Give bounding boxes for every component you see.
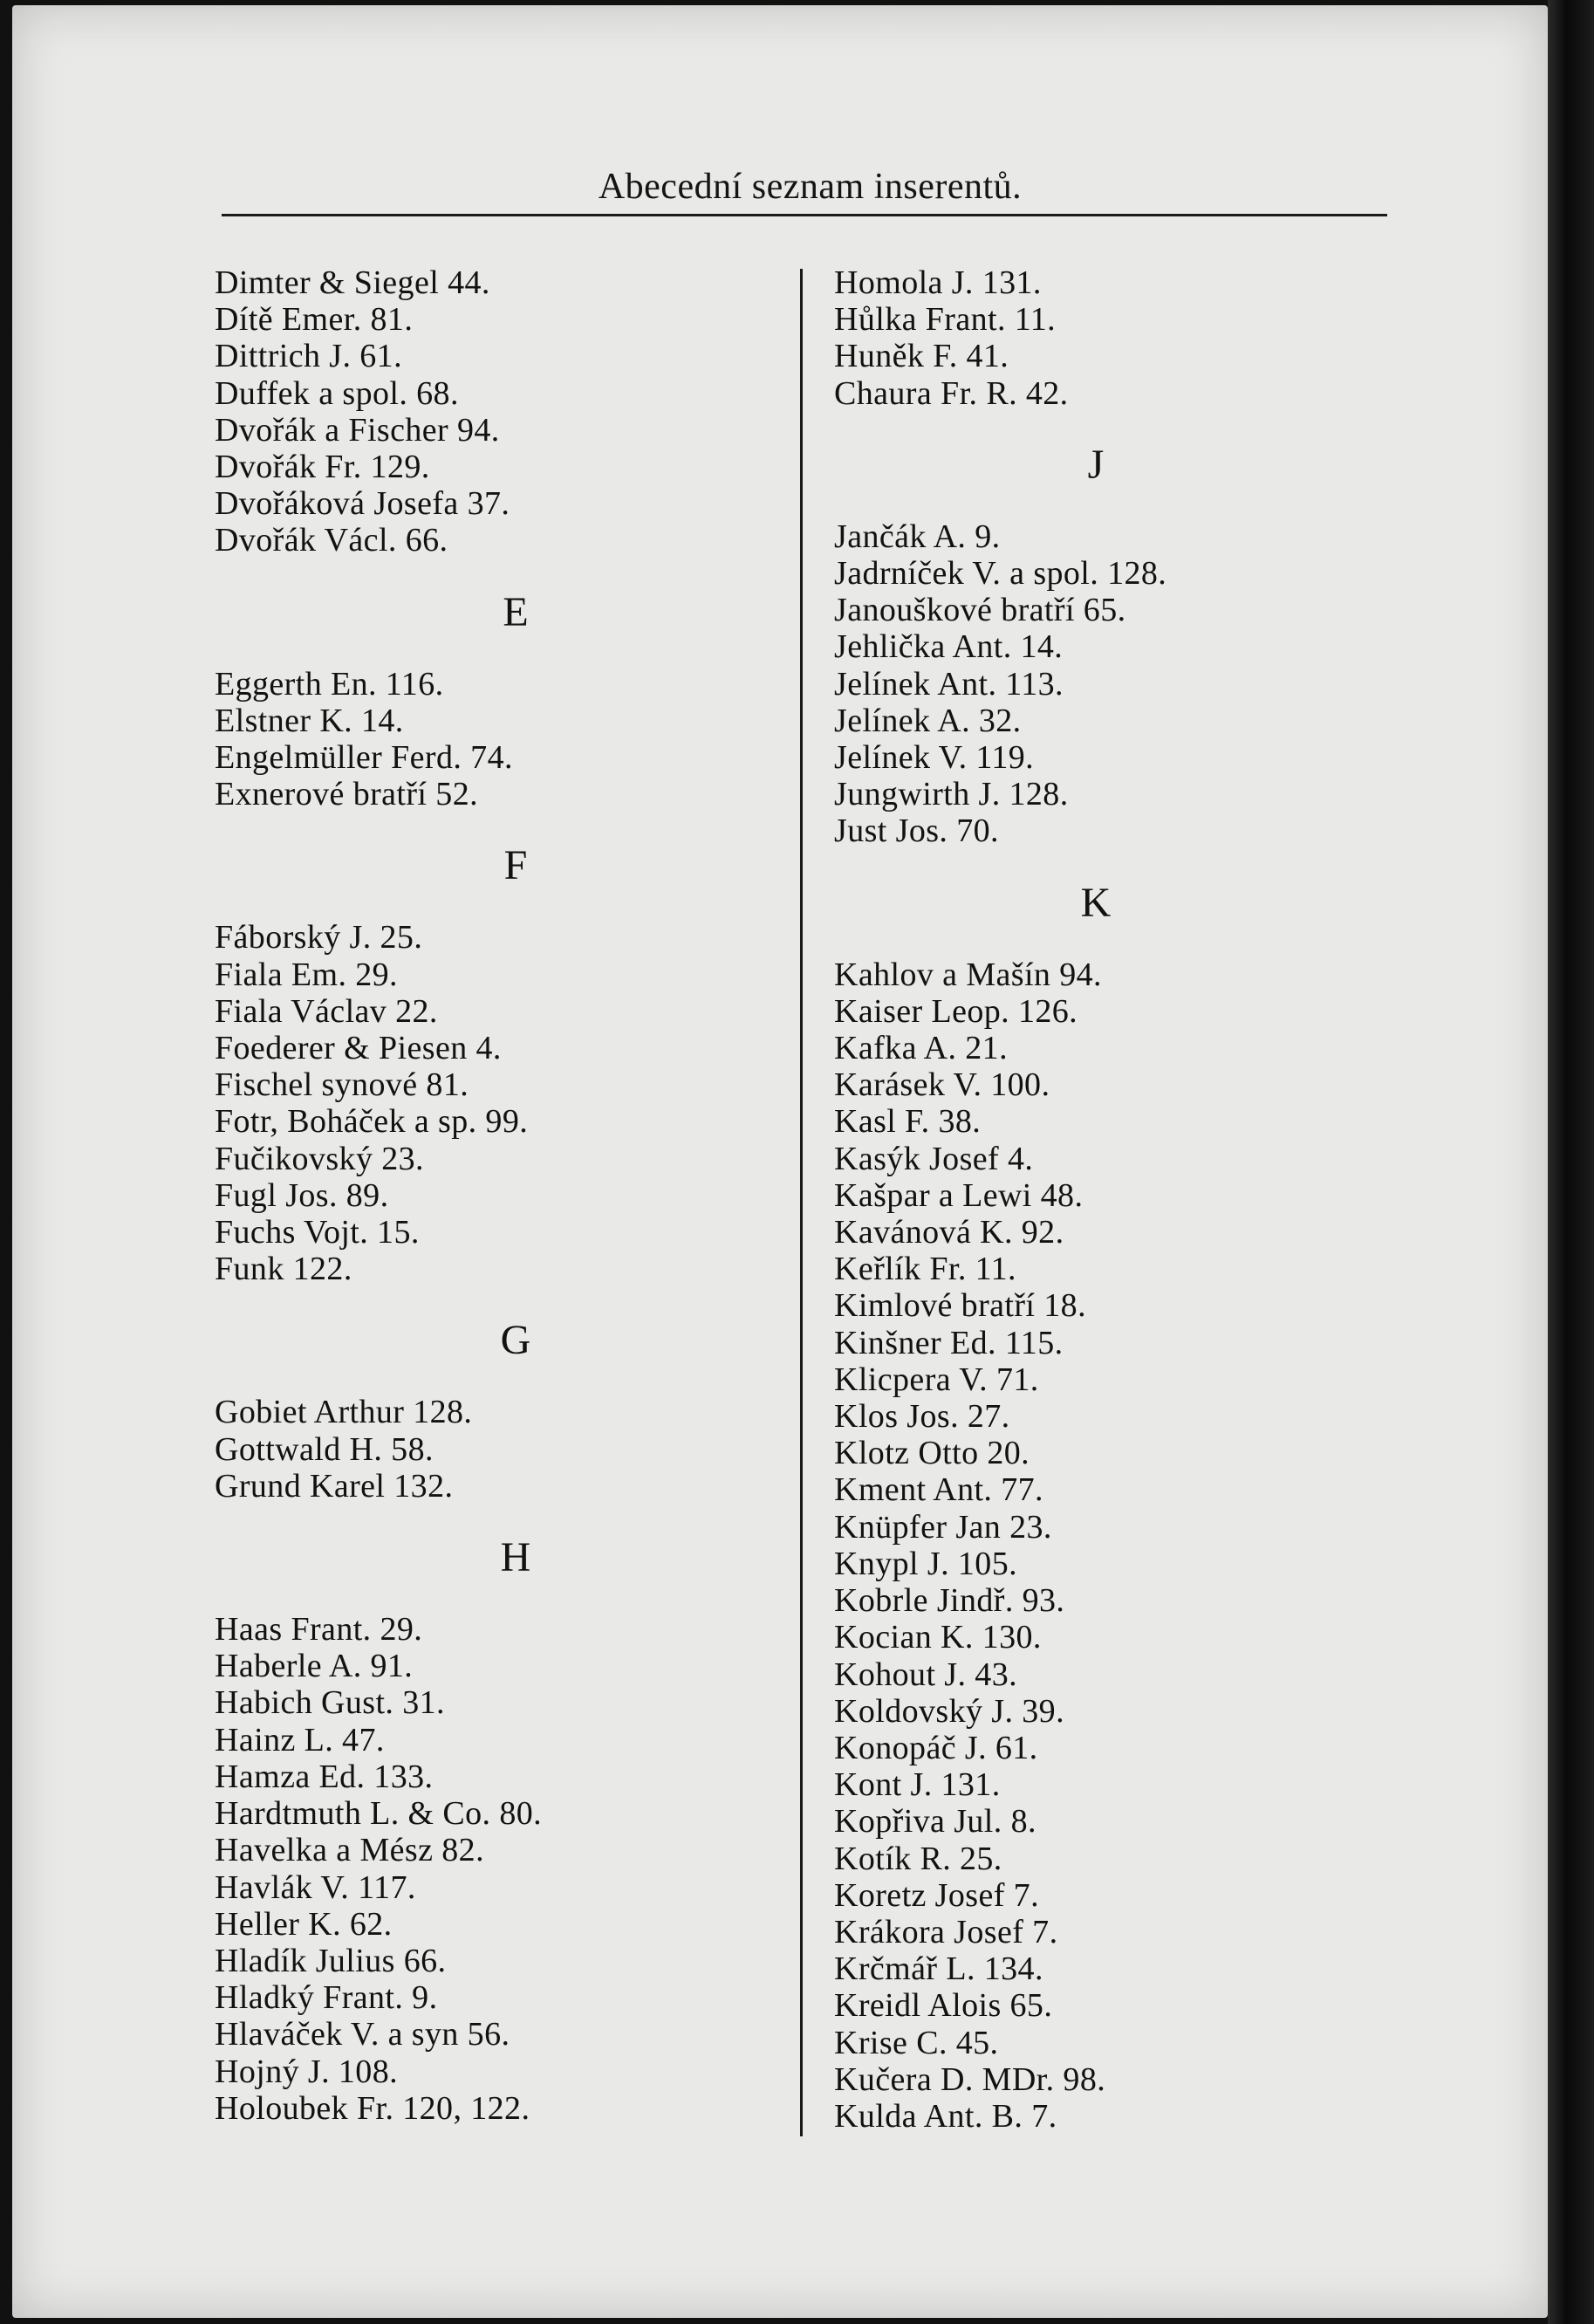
index-entry: Kreidl Alois 65. — [834, 1987, 1053, 2025]
index-entry: Krákora Josef 7. — [834, 1913, 1058, 1950]
index-entry: Just Jos. 70. — [834, 812, 999, 850]
index-entry: Klicpera V. 71. — [834, 1361, 1039, 1398]
column-divider — [800, 269, 803, 2136]
index-entry: Jadrníček V. a spol. 128. — [834, 555, 1167, 593]
index-entry: Dittrich J. 61. — [215, 338, 402, 375]
index-entry: Hladík Julius 66. — [215, 1942, 447, 1979]
index-entry: Huněk F. 41. — [834, 338, 1009, 375]
index-entry: Konopáč J. 61. — [834, 1729, 1038, 1766]
index-entry: Fuchs Vojt. 15. — [215, 1214, 420, 1251]
section-letter: F — [503, 842, 528, 889]
index-entry: Keřlík Fr. 11. — [834, 1251, 1016, 1288]
index-entry: Kulda Ant. B. 7. — [834, 2097, 1057, 2135]
index-entry: Kasl F. 38. — [834, 1103, 982, 1141]
index-entry: Engelmüller Ferd. 74. — [215, 739, 513, 777]
index-entry: Havelka a Mész 82. — [215, 1832, 484, 1869]
index-entry: Chaura Fr. R. 42. — [834, 374, 1069, 412]
index-entry: Knüpfer Jan 23. — [834, 1508, 1052, 1546]
index-entry: Fáborský J. 25. — [215, 919, 423, 956]
index-entry: Jančák A. 9. — [834, 518, 1001, 555]
index-entry: Kocian K. 130. — [834, 1619, 1042, 1656]
index-entry: Krise C. 45. — [834, 2024, 999, 2061]
index-entry: Janouškové bratří 65. — [834, 592, 1126, 629]
index-entry: Dimter & Siegel 44. — [215, 264, 490, 301]
index-entry: Funk 122. — [215, 1251, 352, 1288]
index-entry: Kaiser Leop. 126. — [834, 992, 1078, 1030]
index-entry: Heller K. 62. — [215, 1905, 393, 1943]
index-entry: Hainz L. 47. — [215, 1721, 385, 1758]
index-entry: Kohout J. 43. — [834, 1656, 1017, 1693]
header-rule — [222, 214, 1387, 216]
index-entry: Kavánová K. 92. — [834, 1214, 1064, 1251]
index-entry: Krčmář L. 134. — [834, 1950, 1043, 1988]
index-entry: Haas Frant. 29. — [215, 1611, 423, 1649]
index-entry: Fučikovský 23. — [215, 1140, 424, 1177]
section-letter: G — [500, 1317, 531, 1364]
index-entry: Kafka A. 21. — [834, 1030, 1008, 1067]
index-entry: Eggerth En. 116. — [215, 665, 444, 703]
index-entry: Kašpar a Lewi 48. — [834, 1176, 1084, 1214]
index-entry: Kopřiva Jul. 8. — [834, 1803, 1036, 1841]
index-entry: Karásek V. 100. — [834, 1066, 1050, 1104]
index-entry: Dvořák Václ. 66. — [215, 522, 448, 559]
index-entry: Hlaváček V. a syn 56. — [215, 2016, 510, 2053]
section-letter: H — [500, 1534, 531, 1581]
index-entry: Jelínek V. 119. — [834, 739, 1035, 777]
index-entry: Kučera D. MDr. 98. — [834, 2060, 1106, 2098]
index-entry: Fotr, Boháček a sp. 99. — [215, 1103, 529, 1141]
index-entry: Gottwald H. 58. — [215, 1430, 434, 1468]
index-entry: Hardtmuth L. & Co. 80. — [215, 1795, 543, 1833]
index-entry: Kahlov a Mašín 94. — [834, 956, 1102, 993]
index-entry: Fugl Jos. 89. — [215, 1176, 389, 1214]
index-entry: Holoubek Fr. 120, 122. — [215, 2089, 530, 2127]
index-entry: Hladký Frant. 9. — [215, 1979, 438, 2017]
index-entry: Havlák V. 117. — [215, 1868, 416, 1906]
index-entry: Dvořáková Josefa 37. — [215, 485, 510, 523]
index-entry: Kimlové bratří 18. — [834, 1287, 1086, 1325]
book-spine — [1548, 0, 1594, 2324]
index-entry: Habich Gust. 31. — [215, 1684, 445, 1722]
index-entry: Hůlka Frant. 11. — [834, 301, 1057, 339]
index-entry: Hojný J. 108. — [215, 2053, 398, 2090]
index-entry: Gobiet Arthur 128. — [215, 1394, 473, 1431]
index-entry: Koretz Josef 7. — [834, 1876, 1039, 1914]
index-entry: Kont J. 131. — [834, 1766, 1001, 1804]
index-entry: Fischel synové 81. — [215, 1066, 469, 1104]
index-entry: Grund Karel 132. — [215, 1467, 454, 1505]
index-entry: Jelínek Ant. 113. — [834, 665, 1064, 703]
index-entry: Foederer & Piesen 4. — [215, 1030, 502, 1067]
index-entry: Elstner K. 14. — [215, 702, 404, 739]
index-entry: Jelínek A. 32. — [834, 702, 1022, 739]
index-entry: Duffek a spol. 68. — [215, 374, 459, 412]
index-entry: Koldovský J. 39. — [834, 1692, 1064, 1730]
index-entry: Klos Jos. 27. — [834, 1398, 1010, 1436]
section-letter: E — [503, 588, 529, 635]
index-entry: Jungwirth J. 128. — [834, 776, 1069, 813]
index-entry: Haberle A. 91. — [215, 1648, 414, 1685]
index-entry: Klotz Otto 20. — [834, 1435, 1030, 1472]
index-entry: Jehlička Ant. 14. — [834, 628, 1064, 666]
index-entry: Fiala Em. 29. — [215, 956, 398, 993]
index-entry: Homola J. 131. — [834, 264, 1042, 301]
index-entry: Kotík R. 25. — [834, 1840, 1002, 1877]
index-entry: Dvořák Fr. 129. — [215, 449, 430, 486]
index-entry: Knypl J. 105. — [834, 1545, 1017, 1582]
section-letter: J — [1087, 441, 1105, 488]
index-entry: Fiala Václav 22. — [215, 992, 438, 1030]
index-entry: Hamza Ed. 133. — [215, 1758, 434, 1795]
index-entry: Kobrle Jindř. 93. — [834, 1582, 1065, 1620]
page-title: Abecední seznam inserentů. — [598, 167, 1023, 207]
index-entry: Kment Ant. 77. — [834, 1471, 1043, 1509]
index-entry: Dítě Emer. 81. — [215, 301, 414, 339]
section-letter: K — [1080, 879, 1112, 926]
index-entry: Kasýk Josef 4. — [834, 1140, 1034, 1177]
left-column — [215, 264, 782, 2127]
index-entry: Kinšner Ed. 115. — [834, 1324, 1064, 1361]
right-column — [834, 264, 1392, 2135]
index-entry: Dvořák a Fischer 94. — [215, 411, 500, 449]
index-entry: Exnerové bratří 52. — [215, 776, 478, 813]
